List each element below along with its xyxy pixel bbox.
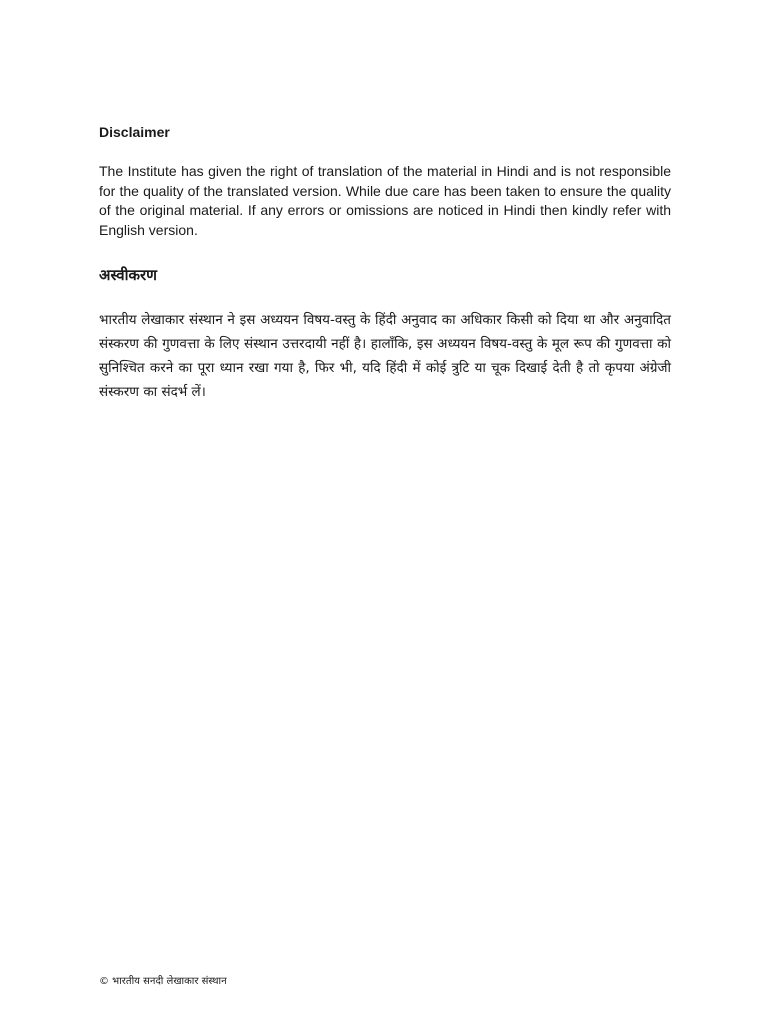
disclaimer-heading-hindi: अस्वीकरण [99,266,158,285]
disclaimer-content [99,122,671,404]
copyright-footer: © भारतीय सनदी लेखाकार संस्थान [99,976,227,987]
disclaimer-body-english: The Institute has given the right of translation of the material in Hindi and is not responsible for the quality of the translated version. While due care has been taken to ensure the quality of the original material. If any errors or omissions are noticed in Hindi then kindly refer with English version. [99,163,671,238]
disclaimer-heading-english: Disclaimer [99,124,170,140]
disclaimer-body-hindi: भारतीय लेखाकार संस्थान ने इस अध्ययन विषय-वस्तु के हिंदी अनुवाद का अधिकार किसी को दिया था और अनुवादित संस्करण की गुणवत्ता के लिए संस्थान उत्तरदायी नहीं है। हालाँकि, इस अध्ययन विषय-वस्तु के मूल रूप की गुणवत्ता को सुनिश्चित करने का पूरा ध्यान रखा गया है, फिर भी, यदि हिंदी में कोई त्रुटि या चूक दिखाई देती है तो कृपया अंग्रेजी संस्करण का संदर्भ लें। [99,312,671,401]
